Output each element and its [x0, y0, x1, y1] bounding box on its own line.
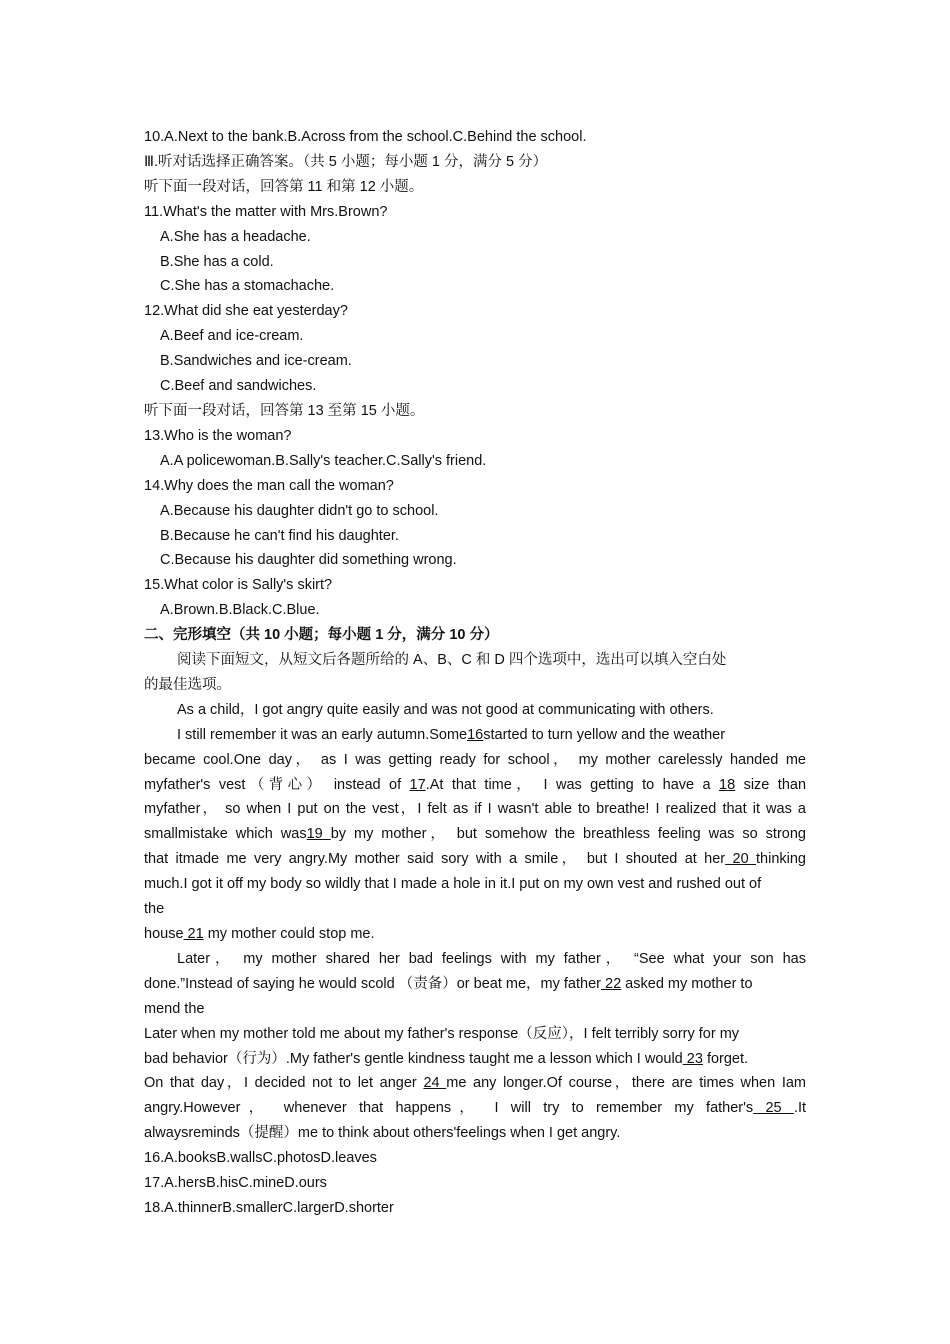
cloze-instruction-cont: 的最佳选项。	[144, 676, 231, 693]
question-14-option-a: A.Because his daughter didn't go to school.	[160, 502, 439, 519]
passage-line: mend the	[144, 1000, 205, 1017]
question-12-option-b: B.Sandwiches and ice-cream.	[160, 353, 352, 370]
blank-19: 19	[306, 826, 331, 843]
passage-line: myfather's vest（背心） instead of 17.At that time， I was getting to have a 18 size than	[144, 776, 806, 793]
question-11-option-b: B.She has a cold.	[160, 253, 274, 270]
passage-line: became cool.One day， as I was getting ready for school， my mother carelessly handed me	[144, 751, 806, 768]
passage-line: the	[144, 901, 165, 918]
question-17-options: 17.A.hersB.hisC.mineD.ours	[144, 1175, 327, 1192]
question-11-option-c: C.She has a stomachache.	[160, 278, 335, 295]
blank-18: 18	[719, 776, 736, 793]
question-11: 11.What's the matter with Mrs.Brown?	[144, 203, 388, 220]
question-13-options: A.A policewoman.B.Sally's teacher.C.Sally's friend.	[160, 452, 487, 469]
question-14-option-b: B.Because he can't find his daughter.	[160, 527, 399, 544]
passage-line: Later， my mother shared her bad feelings with my father， “See what your son has	[177, 950, 806, 967]
question-16-options: 16.A.booksB.wallsC.photosD.leaves	[144, 1150, 377, 1167]
question-12-option-c: C.Beef and sandwiches.	[160, 378, 317, 395]
question-13: 13.Who is the woman?	[144, 427, 292, 444]
question-10-options: 10.A.Next to the bank.B.Across from the school.C.Behind the school.	[144, 129, 587, 145]
question-11-option-a: A.She has a headache.	[160, 228, 311, 245]
passage-paragraph-1: As a child，I got angry quite easily and was not good at communicating with others.	[177, 701, 714, 718]
blank-16: 16	[467, 726, 484, 743]
question-12-option-a: A.Beef and ice-cream.	[160, 328, 304, 345]
blank-22: 22	[600, 975, 622, 992]
blank-20: 20	[725, 851, 757, 868]
cloze-instruction: 阅读下面短文，从短文后各题所给的 A、B、C 和 D 四个选项中，选出可以填入空白处	[177, 652, 727, 669]
passage-line: that itmade me very angry.My mother said sory with a smile， but I shouted at her 20 thinking	[144, 851, 806, 868]
blank-23: 23	[682, 1050, 703, 1067]
passage-line: angry.However， whenever that happens， I will try to remember my father's 25 .It	[144, 1100, 806, 1117]
question-14: 14.Why does the man call the woman?	[144, 477, 394, 494]
passage-line: Later when my mother told me about my father's response（反应），I felt terribly sorry for my	[144, 1025, 740, 1042]
dialogue-instruction-13-15: 听下面一段对话，回答第 13 至第 15 小题。	[144, 402, 425, 419]
blank-25: 25	[753, 1100, 794, 1117]
passage-line: done.”Instead of saying he would scold （责备）or beat me，my father 22 asked my mother to	[144, 975, 753, 992]
blank-24: 24	[423, 1075, 447, 1092]
document-page	[144, 125, 806, 1221]
passage-line: smallmistake which was19 by my mother， but somehow the breathless feeling was so strong	[144, 826, 806, 843]
section-3-heading: Ⅲ.听对话选择正确答案。（共 5 小题；每小题 1 分，满分 5 分）	[144, 153, 548, 170]
passage-line: alwaysreminds（提醒）me to think about others'feelings when I get angry.	[144, 1125, 621, 1142]
blank-21: 21	[183, 926, 204, 942]
passage-line: On that day，I decided not to let anger 24 me any longer.Of course，there are times when Iam	[144, 1075, 806, 1092]
passage-line: house 21 my mother could stop me.	[144, 926, 375, 942]
blank-17: 17	[409, 776, 426, 793]
passage-line: myfather， so when I put on the vest，I felt as if I wasn't able to breathe! I realized that it was a	[144, 801, 806, 818]
question-15-options: A.Brown.B.Black.C.Blue.	[160, 602, 320, 619]
cloze-section-heading: 二、完形填空（共 10 小题；每小题 1 分，满分 10 分）	[144, 627, 499, 644]
question-18-options: 18.A.thinnerB.smallerC.largerD.shorter	[144, 1199, 394, 1216]
question-14-option-c: C.Because his daughter did something wrong.	[160, 552, 457, 569]
question-12: 12.What did she eat yesterday?	[144, 303, 348, 320]
passage-line: bad behavior（行为）.My father's gentle kindness taught me a lesson which I would 23 forget.	[144, 1050, 749, 1067]
dialogue-instruction-11-12: 听下面一段对话，回答第 11 和第 12 小题。	[144, 178, 424, 195]
passage-line: I still remember it was an early autumn.Some16started to turn yellow and the weather	[177, 726, 726, 743]
question-15: 15.What color is Sally's skirt?	[144, 577, 333, 594]
passage-line: much.I got it off my body so wildly that I made a hole in it.I put on my own vest and rushed out of	[144, 876, 762, 893]
